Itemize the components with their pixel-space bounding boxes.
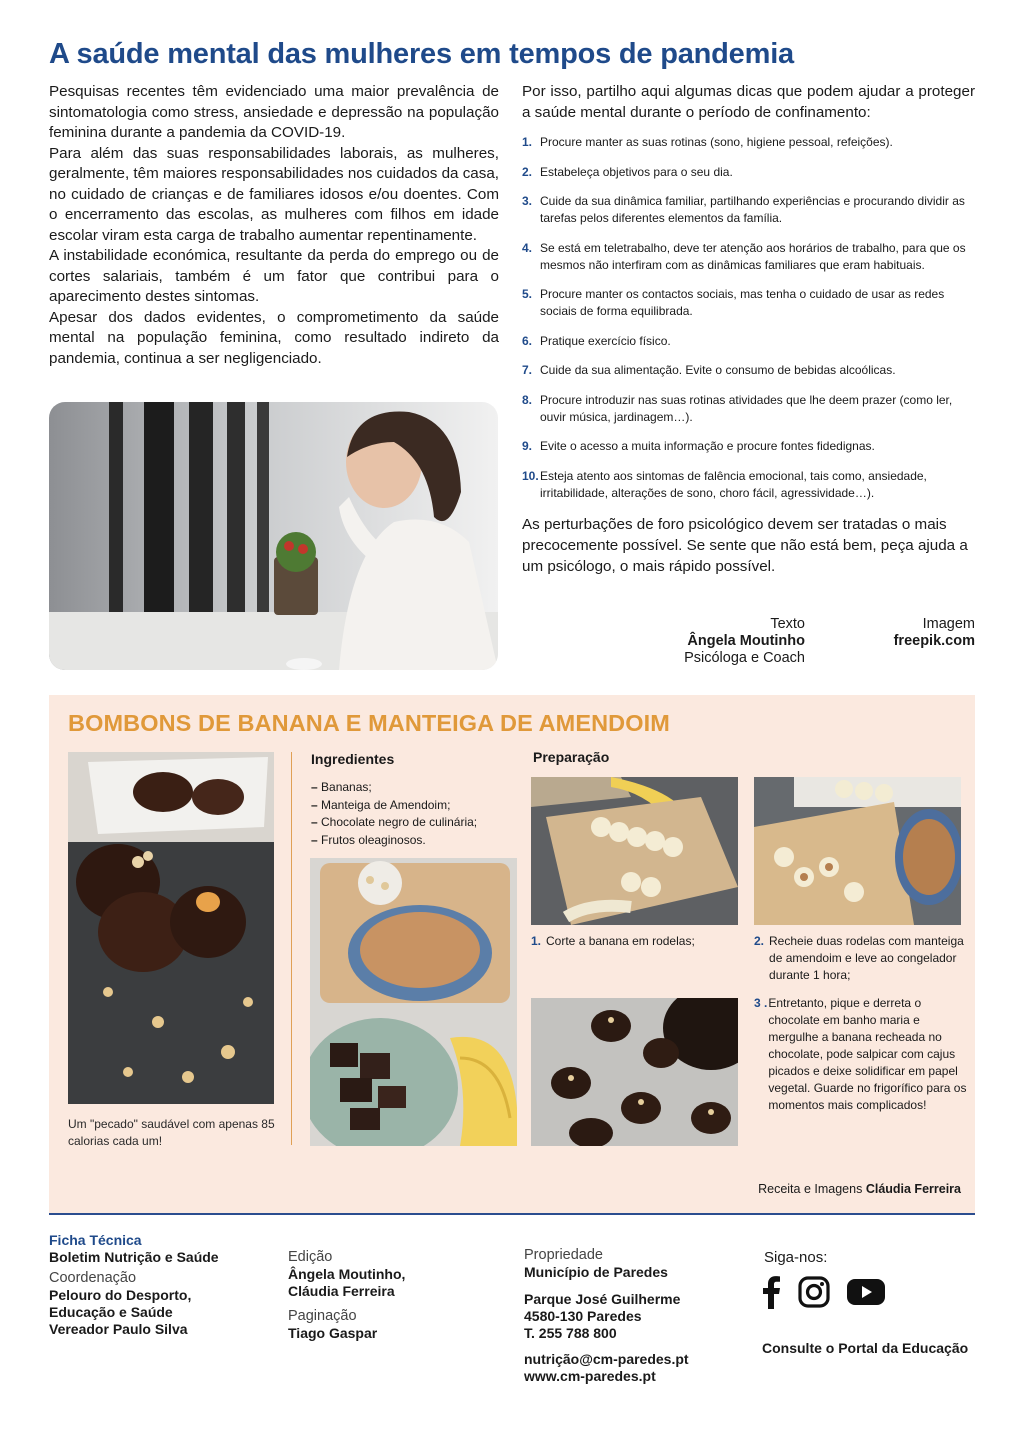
- tip-number: 5.: [522, 287, 533, 301]
- step-text: Entretanto, pique e derreta o chocolate em banho maria e mergulhe a banana recheada no chocolate, pode salpicar com cajus picados e deixe solidificar em papel vegetal. Guarde no frigorífico para os momentos mais complicados!: [768, 996, 967, 1112]
- tip-item: [522, 362, 975, 379]
- phone: T. 255 788 800: [524, 1325, 617, 1341]
- tip-number: 3.: [522, 194, 533, 208]
- tip-number: 10.: [522, 468, 539, 483]
- ingredient-item: – Frutos oleaginosos.: [311, 832, 477, 850]
- email-link[interactable]: nutrição@cm-paredes.pt: [524, 1351, 689, 1367]
- youtube-icon[interactable]: [846, 1277, 886, 1307]
- woman-at-window-photo: [49, 402, 498, 670]
- recipe-credit: [758, 1182, 961, 1196]
- divider: [291, 752, 292, 1145]
- footer-property: [524, 1247, 744, 1385]
- intro-paragraph: Pesquisas recentes têm evidenciado uma maior prevalência de sintomatologia como stress, ansiedade e depressão na população feminina durante a pandemia da COVID-19.: [49, 83, 499, 141]
- tip-text: Se está em teletrabalho, deve ter atenção aos horários de trabalho, para que os mesmos não interfiram com as dinâmicas familiares que eram habituais.: [540, 240, 966, 272]
- ficha-tecnica-label: Ficha Técnica: [49, 1232, 142, 1248]
- address-line: Parque José Guilherme: [524, 1291, 681, 1307]
- ingredient-item: – Chocolate negro de culinária;: [311, 814, 477, 832]
- step-number: 2.: [754, 934, 765, 948]
- tip-text: Cuide da sua dinâmica familiar, partilhando experiências e procurando dividir as tarefas pelos diferentes elementos da família.: [540, 194, 965, 225]
- tip-number: 6.: [522, 333, 533, 348]
- edition-name: Ângela Moutinho,: [288, 1266, 406, 1282]
- coordination-line: Educação e Saúde: [49, 1304, 173, 1320]
- address-line: 4580-130 Paredes: [524, 1308, 642, 1324]
- sliced-banana-photo: [531, 777, 738, 925]
- tip-item: [522, 438, 975, 455]
- step-1: [531, 933, 736, 950]
- text-credit: [684, 616, 805, 667]
- preparation-heading: Preparação: [533, 749, 610, 765]
- edition-label: Edição: [288, 1249, 333, 1265]
- tip-number: 9.: [522, 439, 533, 453]
- recipe-section: [49, 695, 975, 1215]
- coordination-line: Vereador Paulo Silva: [49, 1321, 188, 1337]
- chocolate-bonbons-photo: [531, 998, 738, 1146]
- intro-paragraph: Apesar dos dados evidentes, o comprometimento da saúde mental na população feminina, como resultado indireto da pandemia, continua a ser negligenciado.: [49, 308, 499, 367]
- instagram-icon[interactable]: [798, 1276, 830, 1308]
- tip-item: [522, 193, 975, 227]
- tips-intro: Por isso, partilho aqui algumas dicas que podem ajudar a proteger a saúde mental durante o período de confinamento:: [522, 83, 975, 121]
- closing-paragraph: As perturbações de foro psicológico devem ser tratadas o mais precocemente possível. Se sente que não está bem, peça ajuda a um psicólogo, o mais rápido possível.: [522, 516, 968, 575]
- tips-list: [522, 134, 975, 502]
- tip-number: 2.: [522, 164, 533, 179]
- intro-paragraph: A instabilidade económica, resultante da perda do emprego ou de cortes salariais, também é um fator que contribui para o aparecimento destes sintomas.: [49, 247, 499, 305]
- intro-paragraph: Para além das suas responsabilidades laborais, as mulheres, geralmente, têm maiores responsabilidades nos cuidados da casa, no cuidado de crianças e de familiares idosos e/ou doentes. Com o encerramento das escolas, as mulheres com filhos em idade escolar viram esta carga de trabalho aumentar repentinamente.: [49, 144, 499, 244]
- tip-text: Procure manter as suas rotinas (sono, higiene pessoal, refeições).: [540, 135, 893, 149]
- tip-text: Estabeleça objetivos para o seu dia.: [540, 164, 733, 179]
- tip-item: [522, 392, 975, 426]
- footer-edition: [288, 1249, 488, 1342]
- recipe-credit-label: Receita e Imagens: [758, 1182, 863, 1196]
- tip-item: [522, 286, 975, 320]
- bonbons-photo: [68, 752, 274, 1104]
- ingredient-item: – Bananas;: [311, 779, 477, 797]
- tip-text: Procure manter os contactos sociais, mas tenha o cuidado de usar as redes sociais de forma equilibrada.: [540, 287, 945, 318]
- social-links: [760, 1275, 886, 1309]
- step-number: 1.: [531, 934, 542, 948]
- tip-item: [522, 164, 975, 181]
- website-link[interactable]: www.cm-paredes.pt: [524, 1368, 656, 1384]
- coordination-line: Pelouro do Desporto,: [49, 1287, 192, 1303]
- pagination-label: Paginação: [288, 1308, 357, 1324]
- filled-banana-photo: [754, 777, 961, 925]
- step-text: Recheie duas rodelas com manteiga de amendoim e leve ao congelador durante 1 hora;: [769, 934, 964, 982]
- article-title: A saúde mental das mulheres em tempos de pandemia: [49, 38, 794, 70]
- tip-item: [522, 468, 975, 502]
- bonbons-caption: Um "pecado" saudável com apenas 85 calorias cada um!: [68, 1117, 275, 1148]
- tip-text: Cuide da sua alimentação. Evite o consumo de bebidas alcoólicas.: [540, 363, 896, 377]
- tip-number: 8.: [522, 392, 533, 407]
- tip-text: Pratique exercício físico.: [540, 333, 671, 348]
- ingredients-photo: [310, 858, 517, 1146]
- article-intro: [49, 82, 499, 369]
- step-2: [754, 933, 964, 984]
- property-label: Propriedade: [524, 1247, 603, 1263]
- tip-number: 1.: [522, 135, 533, 149]
- tip-item: [522, 240, 975, 274]
- property-name: Município de Paredes: [524, 1264, 668, 1280]
- bulletin-name: Boletim Nutrição e Saúde: [49, 1249, 219, 1265]
- footer-technical: [49, 1232, 269, 1338]
- ingredients-heading: Ingredientes: [311, 751, 395, 767]
- credit-label: Texto: [770, 616, 805, 632]
- credit-author: Ângela Moutinho: [687, 633, 805, 649]
- facebook-icon[interactable]: [760, 1275, 782, 1309]
- credit-source: freepik.com: [893, 633, 975, 649]
- tip-item: [522, 333, 975, 350]
- tip-text: Esteja atento aos sintomas de falência emocional, tais como, ansiedade, irritabilidade, alterações de sono, choro fácil, agressividade…).: [540, 468, 927, 500]
- tip-text: Evite o acesso a muita informação e procure fontes fidedignas.: [540, 439, 875, 453]
- coordination-label: Coordenação: [49, 1270, 137, 1286]
- tip-number: 7.: [522, 363, 533, 377]
- tips-column: [522, 82, 975, 577]
- recipe-credit-name: Cláudia Ferreira: [865, 1182, 961, 1196]
- credit-label: Imagem: [922, 616, 975, 632]
- ingredients-list: [311, 779, 477, 849]
- footer: [0, 1230, 1024, 1410]
- step-text: Corte a banana em rodelas;: [546, 934, 695, 948]
- step-number: 3 .: [754, 996, 768, 1010]
- tip-number: 4.: [522, 240, 533, 255]
- education-portal-link[interactable]: Consulte o Portal da Educação: [762, 1340, 969, 1356]
- tip-item: [522, 134, 975, 151]
- ingredient-item: – Manteiga de Amendoim;: [311, 797, 477, 815]
- follow-label: Siga-nos:: [764, 1249, 828, 1266]
- recipe-title: BOMBONS DE BANANA E MANTEIGA DE AMENDOIM: [68, 710, 670, 736]
- edition-name: Cláudia Ferreira: [288, 1283, 395, 1299]
- credit-role: Psicóloga e Coach: [684, 650, 805, 666]
- image-credit: [894, 616, 975, 650]
- pagination-name: Tiago Gaspar: [288, 1325, 378, 1341]
- tip-text: Procure introduzir nas suas rotinas atividades que lhe deem prazer (como ler, ouvir música, jardinagem…).: [540, 392, 953, 424]
- step-3: [754, 995, 969, 1114]
